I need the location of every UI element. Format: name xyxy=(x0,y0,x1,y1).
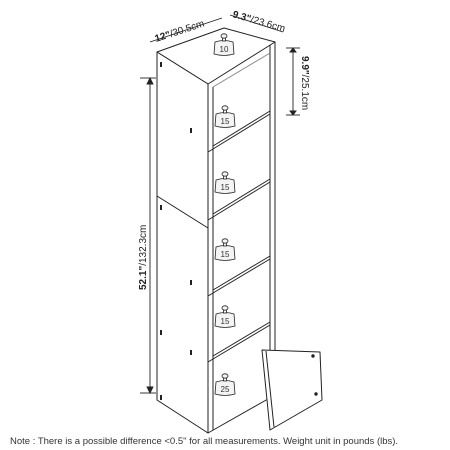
weight-icon xyxy=(215,306,235,328)
width-label: 9.3"/23.6cm xyxy=(231,9,287,35)
weight-icon xyxy=(215,374,235,396)
shelf-height-label: 9.9"/25.1cm xyxy=(299,56,310,111)
cabinet-left-side xyxy=(157,52,208,433)
weight-icon xyxy=(215,172,235,194)
weight-label: 15 xyxy=(220,117,230,126)
weight-label: 10 xyxy=(219,45,229,54)
weight-label: 15 xyxy=(220,317,230,326)
weight-label: 25 xyxy=(220,385,230,394)
cabinet-door[interactable] xyxy=(262,350,322,430)
depth-label: 12"/30.5cm xyxy=(153,18,206,45)
weight-label: 15 xyxy=(220,250,230,259)
weight-icon xyxy=(215,239,235,261)
total-height-label: 52.1"/132.3cm xyxy=(138,224,149,290)
measurement-note: Note : There is a possible difference <0.5" for all measurements. Weight unit in pounds (lbs). xyxy=(10,436,399,447)
weight-label: 15 xyxy=(220,183,230,192)
shelf xyxy=(213,256,270,290)
weight-icon xyxy=(215,106,235,128)
